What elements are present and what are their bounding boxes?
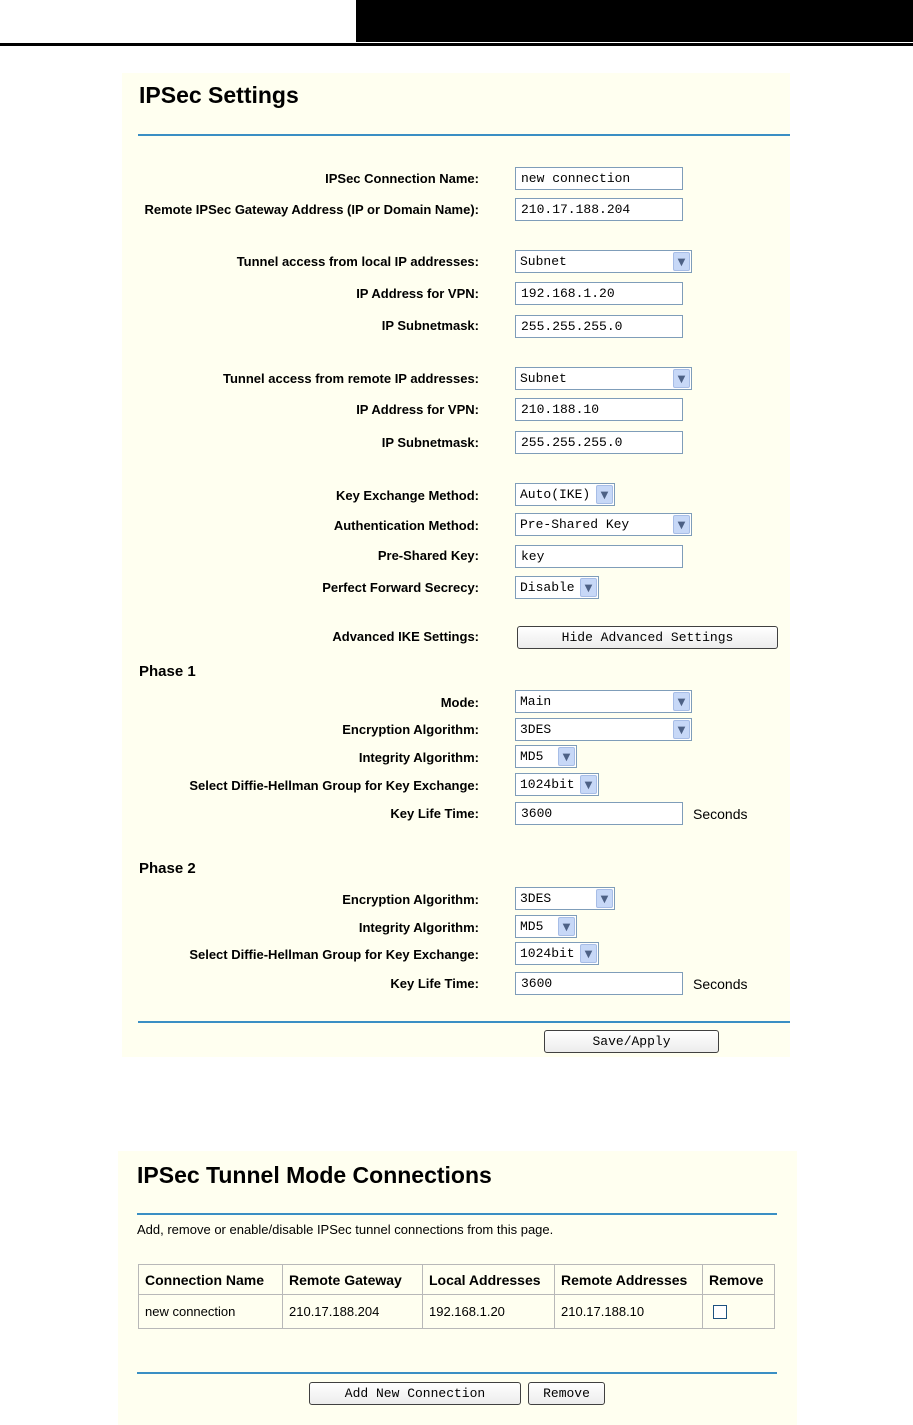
phase2-enc-label: Encryption Algorithm:	[342, 892, 479, 907]
cell-remote-gateway: 210.17.188.204	[283, 1295, 423, 1329]
remote-ip-label: IP Address for VPN:	[356, 402, 479, 417]
auth-method-select[interactable]	[515, 513, 692, 536]
pfs-label: Perfect Forward Secrecy:	[322, 580, 479, 595]
phase2-life-input[interactable]: 3600	[515, 972, 683, 995]
header-rule	[0, 43, 913, 46]
local-access-value: Subnet	[520, 254, 567, 269]
col-connection-name: Connection Name	[139, 1265, 283, 1295]
phase2-enc-select[interactable]	[515, 887, 615, 910]
remote-gateway-input[interactable]: 210.17.188.204	[515, 198, 683, 221]
col-remove: Remove	[703, 1265, 775, 1295]
chevron-down-icon[interactable]: ▼	[558, 917, 575, 936]
chevron-down-icon[interactable]: ▼	[673, 720, 690, 739]
psk-input[interactable]: key	[515, 545, 683, 568]
phase1-enc-label: Encryption Algorithm:	[342, 722, 479, 737]
phase2-dh-label: Select Diffie-Hellman Group for Key Exchange:	[189, 947, 479, 962]
tunnels-title-divider	[137, 1213, 777, 1215]
page-title: IPSec Settings	[139, 82, 299, 108]
phase1-integ-select[interactable]	[515, 745, 577, 768]
phase2-integ-value: MD5	[520, 919, 544, 934]
phase1-mode-value: Main	[520, 694, 552, 709]
phase2-dh-select[interactable]	[515, 942, 599, 965]
title-divider	[138, 134, 790, 136]
phase2-integ-label: Integrity Algorithm:	[358, 920, 479, 935]
phase1-dh-select[interactable]	[515, 773, 599, 796]
pfs-select[interactable]	[515, 576, 599, 599]
chevron-down-icon[interactable]: ▼	[673, 515, 690, 534]
tunnels-footer-divider	[137, 1372, 777, 1374]
remote-mask-input[interactable]: 255.255.255.0	[515, 431, 683, 454]
phase1-integ-label: Integrity Algorithm:	[358, 750, 479, 765]
table-row	[139, 1295, 775, 1329]
local-access-label: Tunnel access from local IP addresses:	[236, 254, 479, 269]
phase2-enc-value: 3DES	[520, 891, 552, 906]
phase1-dh-label: Select Diffie-Hellman Group for Key Exchange:	[189, 778, 479, 793]
tunnels-description: Add, remove or enable/disable IPSec tunnel connections from this page.	[137, 1222, 554, 1237]
phase1-dh-value: 1024bit	[520, 777, 575, 792]
phase1-enc-value: 3DES	[520, 722, 552, 737]
phase2-life-label: Key Life Time:	[390, 976, 479, 991]
remove-button[interactable]: Remove	[528, 1382, 605, 1405]
save-apply-button[interactable]: Save/Apply	[544, 1030, 719, 1053]
col-remote-addresses: Remote Addresses	[555, 1265, 703, 1295]
chevron-down-icon[interactable]: ▼	[580, 578, 597, 597]
chevron-down-icon[interactable]: ▼	[580, 775, 597, 794]
auth-method-value: Pre-Shared Key	[520, 517, 630, 532]
key-exchange-label: Key Exchange Method:	[335, 488, 479, 503]
chevron-down-icon[interactable]: ▼	[673, 692, 690, 711]
phase1-life-input[interactable]: 3600	[515, 802, 683, 825]
remote-mask-label: IP Subnetmask:	[381, 435, 479, 450]
local-ip-label: IP Address for VPN:	[356, 286, 479, 301]
chevron-down-icon[interactable]: ▼	[596, 889, 613, 908]
phase1-mode-label: Mode:	[440, 695, 479, 710]
remote-ip-input[interactable]: 210.188.10	[515, 398, 683, 421]
phase2-dh-value: 1024bit	[520, 946, 575, 961]
phase1-mode-select[interactable]	[515, 690, 692, 713]
tunnels-title: IPSec Tunnel Mode Connections	[137, 1162, 492, 1188]
chevron-down-icon[interactable]: ▼	[673, 369, 690, 388]
key-exchange-select[interactable]	[515, 483, 615, 506]
connection-name-input[interactable]: new connection	[515, 167, 683, 190]
col-remote-gateway: Remote Gateway	[283, 1265, 423, 1295]
phase1-integ-value: MD5	[520, 749, 544, 764]
local-access-select[interactable]	[515, 250, 692, 273]
key-exchange-value: Auto(IKE)	[520, 487, 591, 502]
psk-label: Pre-Shared Key:	[377, 548, 479, 563]
cell-remote-addresses: 210.17.188.10	[555, 1295, 703, 1329]
cell-local-addresses: 192.168.1.20	[423, 1295, 555, 1329]
phase1-heading: Phase 1	[139, 663, 196, 680]
phase1-life-label: Key Life Time:	[390, 806, 479, 821]
local-mask-label: IP Subnetmask:	[381, 318, 479, 333]
ipsec-settings-panel	[122, 73, 790, 1057]
phase1-life-units: Seconds	[693, 806, 748, 822]
remove-checkbox[interactable]	[713, 1305, 727, 1319]
remote-access-value: Subnet	[520, 371, 567, 386]
remote-access-select[interactable]	[515, 367, 692, 390]
chevron-down-icon[interactable]: ▼	[673, 252, 690, 271]
auth-method-label: Authentication Method:	[333, 518, 479, 533]
pfs-value: Disable	[520, 580, 575, 595]
cell-connection-name: new connection	[139, 1295, 283, 1329]
remote-gateway-label: Remote IPSec Gateway Address (IP or Domain Name):	[144, 202, 479, 217]
connection-name-label: IPSec Connection Name:	[325, 171, 479, 186]
hide-advanced-settings-button[interactable]: Hide Advanced Settings	[517, 626, 778, 649]
chevron-down-icon[interactable]: ▼	[558, 747, 575, 766]
phase2-integ-select[interactable]	[515, 915, 577, 938]
remote-access-label: Tunnel access from remote IP addresses:	[222, 371, 479, 386]
phase2-heading: Phase 2	[139, 860, 196, 877]
connections-table	[138, 1264, 775, 1329]
local-mask-input[interactable]: 255.255.255.0	[515, 315, 683, 338]
local-ip-input[interactable]: 192.168.1.20	[515, 282, 683, 305]
header-black-bar	[356, 0, 913, 42]
table-header-row	[139, 1265, 775, 1295]
footer-divider	[138, 1021, 790, 1023]
chevron-down-icon[interactable]: ▼	[580, 944, 597, 963]
chevron-down-icon[interactable]: ▼	[596, 485, 613, 504]
cell-remove	[703, 1295, 775, 1329]
advanced-ike-label: Advanced IKE Settings:	[332, 629, 479, 644]
col-local-addresses: Local Addresses	[423, 1265, 555, 1295]
phase1-enc-select[interactable]	[515, 718, 692, 741]
add-new-connection-button[interactable]: Add New Connection	[309, 1382, 521, 1405]
phase2-life-units: Seconds	[693, 976, 748, 992]
